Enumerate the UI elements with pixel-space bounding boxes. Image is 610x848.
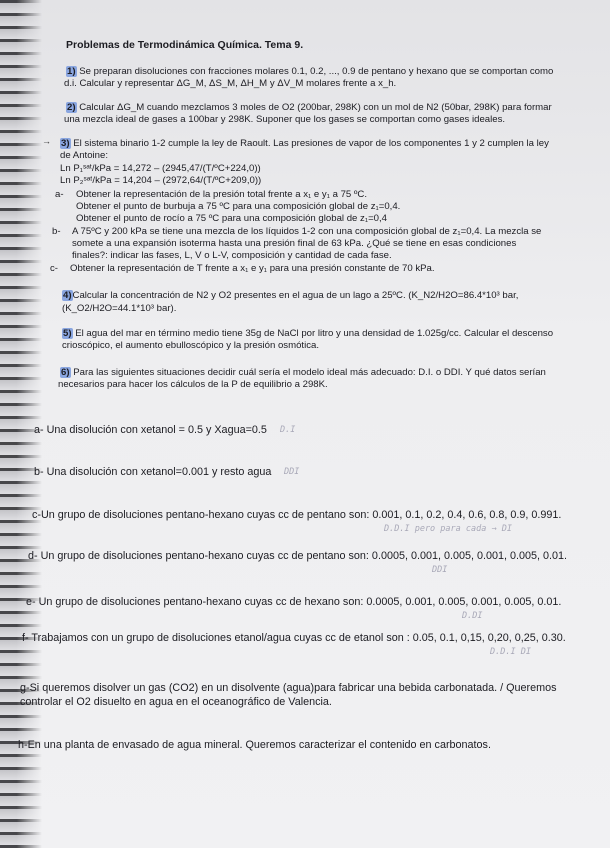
problem-6-number: 6)	[61, 367, 70, 378]
item-g-line-1: g-Si queremos disolver un gas (CO2) en un disolvente (agua)para fabricar una bebida carbonatada. / Queremos	[20, 682, 557, 694]
section-a-line-1: Obtener la representación de la presión total frente a x₁ e y₁ a 75 ºC.	[76, 189, 368, 200]
problem-5-line-1: 5) El agua del mar en término medio tiene 35g de NaCl por litro y una densidad de 1.025g/cc. Calcular el descenso	[63, 328, 554, 339]
section-a-line-3: Obtener el punto de rocío a 75 ºC para una composición global de z₁=0,4	[76, 213, 388, 224]
antoine-equation-2: Ln P₂ˢᵃᵗ/kPa = 14,204 – (2972,64/(T/ºC+209,0))	[60, 175, 262, 186]
problem-5-line-2: crioscópico, el aumento ebulloscópico y la presión osmótica.	[62, 340, 320, 351]
problem-3-number: 3)	[61, 138, 70, 149]
problem-6-line-1: 6) Para las siguientes situaciones decidir cuál sería el modelo ideal más adecuado: D.I. o DDI. Y qué datos serían	[61, 367, 546, 378]
section-b-line-1: A 75ºC y 200 kPa se tiene una mezcla de los líquidos 1-2 con una composición global de z₁=0,4. La mezcla se	[72, 226, 542, 237]
section-a-label: a-	[55, 189, 64, 200]
problem-2-line-2: una mezcla ideal de gases a 100bar y 298K. Suponer que los gases se comportan como gases ideales.	[64, 114, 506, 125]
section-a-line-2: Obtener el punto de burbuja a 75 ºC para una composición global de z₁=0,4.	[76, 201, 401, 212]
item-d: d- Un grupo de disoluciones pentano-hexano cuyas cc de pentano son: 0.0005, 0.001, 0.005, 0.001, 0.005, 0.01.	[28, 550, 568, 562]
item-c: c-Un grupo de disoluciones pentano-hexano cuyas cc de pentano son: 0.001, 0.1, 0.2, 0.4, 0.6, 0.8, 0.9, 0.991.	[32, 509, 562, 521]
problem-1-line-2: d.i. Calcular y representar ΔG_M, ΔS_M, ΔH_M y ΔV_M molares frente a x_h.	[64, 78, 397, 89]
item-e: e- Un grupo de disoluciones pentano-hexano cuyas cc de hexano son: 0.0005, 0.001, 0.005, 0.001, 0.005, 0.01.	[26, 596, 562, 608]
item-f: f- Trabajamos con un grupo de disoluciones etanol/agua cuyas cc de etanol son : 0.05, 0.1, 0,15, 0,20, 0,25, 0.30.	[22, 632, 566, 644]
item-b: b- Una disolución con xetanol=0.001 y resto agua	[34, 466, 272, 478]
section-b-label: b-	[52, 226, 61, 237]
problem-3-line-1: 3) El sistema binario 1-2 cumple la ley de Raoult. Las presiones de vapor de los componentes 1 y 2 cumplen la ley	[61, 138, 549, 149]
handwritten-answer-b: DDI	[284, 467, 300, 477]
problem-1-number: 1)	[67, 66, 76, 77]
problem-5-number: 5)	[63, 328, 72, 339]
problem-3-line-2: de Antoine:	[60, 150, 109, 161]
problem-1-line-1: 1) Se preparan disoluciones con fracciones molares 0.1, 0.2, ..., 0.9 de pentano y hexano que se comportan como	[67, 66, 554, 77]
problem-6-line-2: necesarios para hacer los cálculos de la P de equilibrio a 298K.	[58, 379, 328, 390]
problem-2-number: 2)	[67, 102, 76, 113]
handwritten-answer-e: D.DI	[462, 611, 483, 621]
handwritten-answer-c: D.D.I pero para cada → DI	[384, 524, 512, 534]
antoine-equation-1: Ln P₁ˢᵃᵗ/kPa = 14,272 – (2945,47/(T/ºC+224,0))	[60, 163, 261, 174]
margin-arrow-mark: →	[42, 136, 51, 146]
item-h: h-En una planta de envasado de agua mineral. Queremos caracterizar el contenido en carbonatos.	[18, 739, 491, 751]
section-c-label: c-	[50, 263, 58, 274]
problem-4-line-1: 4)Calcular la concentración de N2 y O2 presentes en el agua de un lago a 25ºC. (K_N2/H2O=86.4*10³ bar,	[63, 290, 519, 301]
page-title: Problemas de Termodinámica Química. Tema 9.	[66, 39, 304, 51]
problem-2-line-1: 2) Calcular ΔG_M cuando mezclamos 3 moles de O2 (200bar, 298K) con un mol de N2 (50bar, 298K) para formar	[67, 102, 552, 113]
handwritten-answer-a: D.I	[280, 425, 296, 435]
item-a: a- Una disolución con xetanol = 0.5 y Xagua=0.5	[34, 424, 267, 436]
item-g-line-2: controlar el O2 disuelto en agua en el oceanográfico de Valencia.	[20, 696, 332, 708]
section-c-line-1: Obtener la representación de T frente a x₁ e y₁ para una presión constante de 70 kPa.	[70, 263, 435, 274]
handwritten-answer-f: D.D.I DI	[490, 647, 531, 657]
section-b-line-2: somete a una expansión isoterma hasta una presión final de 63 kPa. ¿Qué se tiene en esas condiciones	[72, 238, 517, 249]
section-b-line-3: finales?: indicar las fases, L, V o L-V, composición y cantidad de cada fase.	[72, 250, 392, 261]
handwritten-answer-d: DDI	[432, 565, 448, 575]
problem-4-line-2: (K_O2/H2O=44.1*10³ bar).	[62, 303, 177, 314]
problem-4-number: 4)	[63, 290, 72, 301]
